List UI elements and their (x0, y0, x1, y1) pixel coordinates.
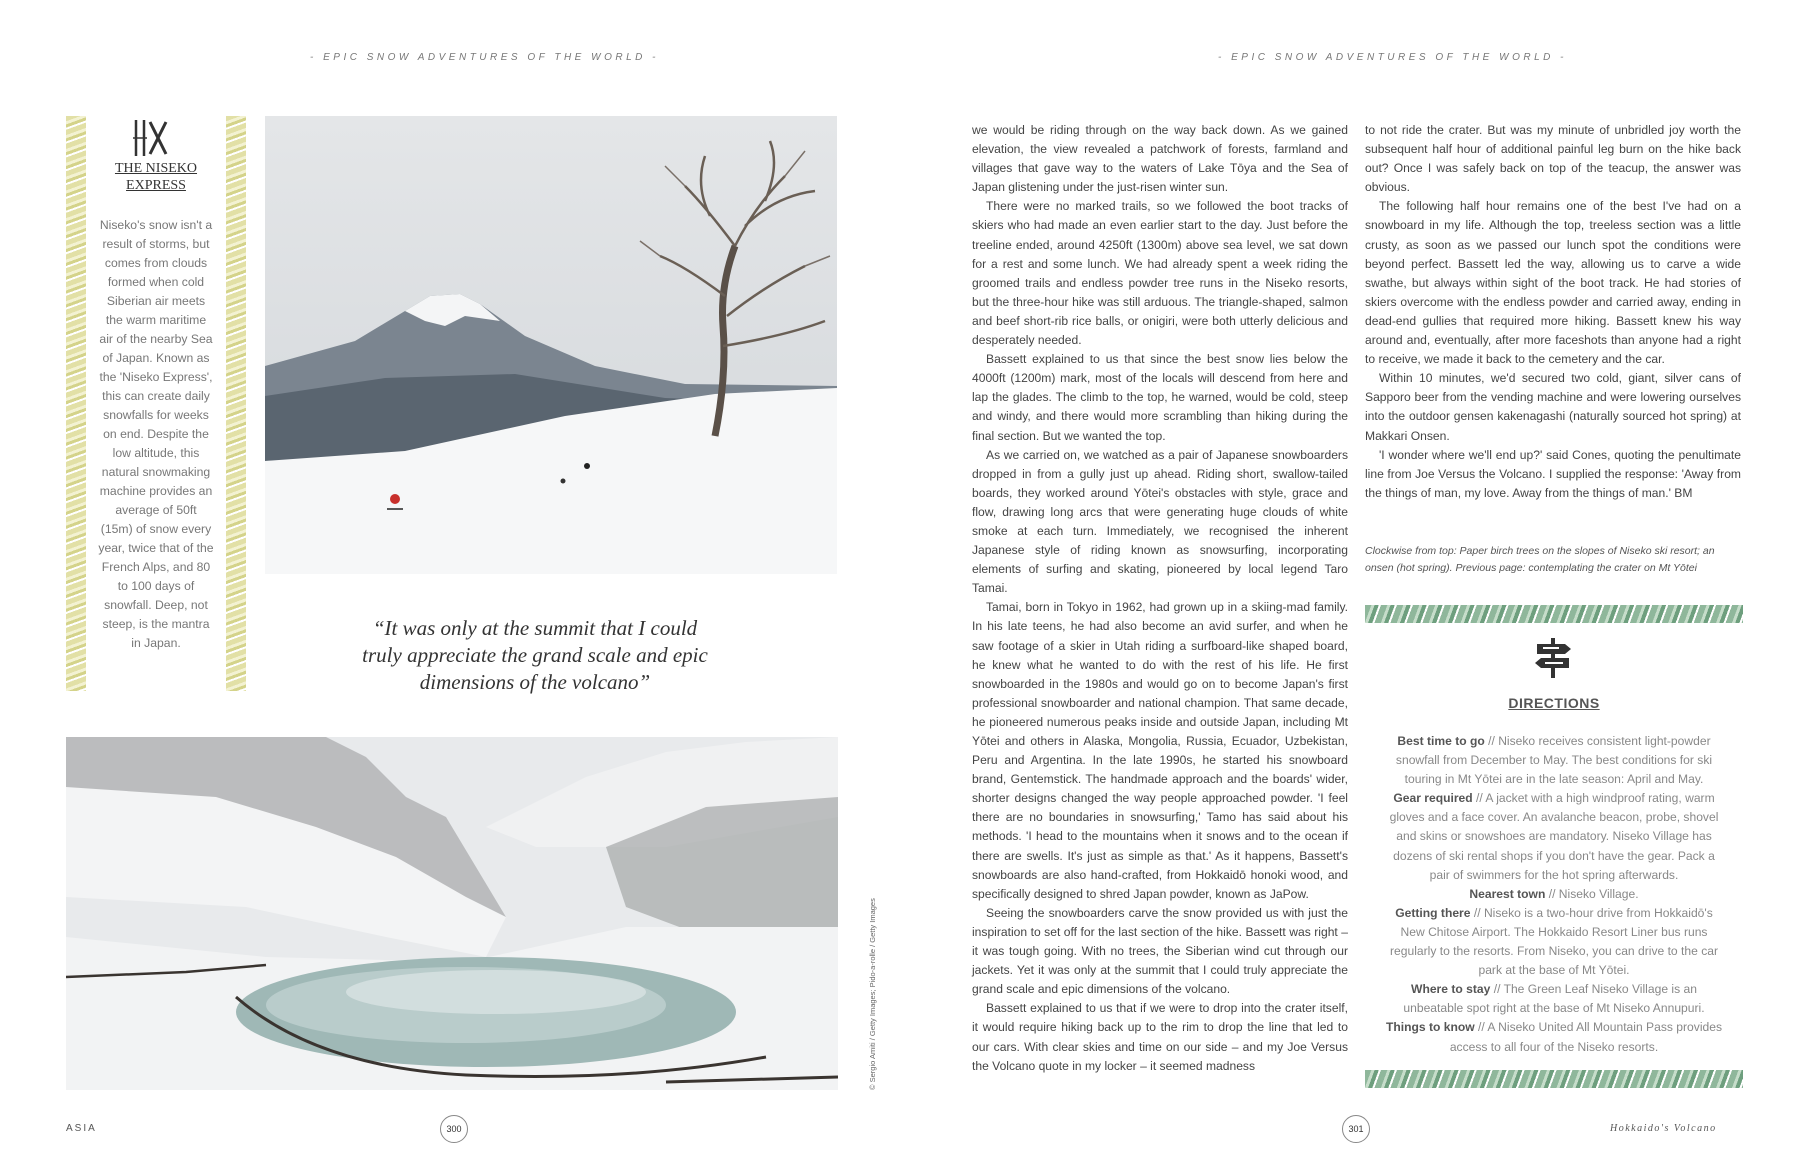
directions-item: Things to know // A Niseko United All Mountain Pass provides access to all four of the Niseko resorts. (1385, 1020, 1723, 1054)
sidebar-body: Niseko's snow isn't a result of storms, but comes from clouds formed when cold Siberian air meets the warm maritime air of the nearby Sea of Japan. Known as the 'Niseko Express', this can create daily snowfalls for weeks on end. Despite the low altitude, this natural snowmaking machine provides an average of 50ft (15m) of snow every year, twice that of the French Alps, and 80 to 100 days of snowfall. Deep, not steep, is the mantra in Japan. (98, 218, 214, 650)
signpost-icon (1533, 636, 1573, 680)
directions-item: Gear required // A jacket with a high windproof rating, warm gloves and a face cover. An avalanche beacon, probe, shovel and skins or snowshoes are mandatory. Niseko Village has dozens of ski rental shops if you don't have the gear. Pack a pair of swimmers for the hot spring afterwards. (1389, 791, 1719, 882)
photo-credit: © Sergio Amiti / Getty Images; Pido-a-rolle / Getty Images (868, 898, 877, 1090)
running-head-left: - EPIC SNOW ADVENTURES OF THE WORLD - (310, 52, 659, 63)
paragraph: 'I wonder where we'll end up?' said Cones, quoting the penultimate line from Joe Versus the Volcano. I supplied the response: 'Away from the things of man, my love. Away from the things of man.' BM (1365, 447, 1741, 500)
sidebar-title: THE NISEKO EXPRESS (114, 161, 198, 193)
section-label-left: ASIA (66, 1123, 97, 1134)
paragraph: The following half hour remains one of the best I've had on a snowboard in my life. Although the top, treeless section was a little crusty, as soon as we passed our lunch spot the conditions were beyond perfect. Bassett led the way, allowing us to carve a wide swathe, but always within sight of the boot track. He had stories of skiers overcome with the endless powder and carried away, ending in dead-end gullies that required more hiking. Bassett knew his way around and, eventually, after more faceshots than anyone had a right to receive, we made it back to the cemetery and the car. (1365, 199, 1741, 367)
paragraph: Bassett explained to us that since the best snow lies below the 4000ft (1200m) mark, most of the locals will descend from here and lap the glades. The climb to the top, he warned, would be cold, steep and windy, and there would more scrambling than hiking during the final section. But we wanted the top. (972, 352, 1348, 443)
directions-title: DIRECTIONS (1508, 695, 1600, 711)
paragraph: There were no marked trails, so we followed the boot tracks of skiers who had made an even earlier start to the day. Just before the treeline ended, around 4250ft (1300m) above sea level, we sat down for a rest and some lunch. We had already spent a week riding the groomed trails and endless powder tree runs in the Niseko resorts, but the three-hour hike was still arduous. The triangle-shaped, salmon and beef short-rib rice balls, or onigiri, were both utterly delicious and desperately needed. (972, 199, 1348, 348)
paragraph: to not ride the crater. But was my minute of unbridled joy worth the subsequent half hour of additional painful leg burn on the hike back out? Once I was safely back on top of the teacup, the answer was obvious. (1365, 123, 1741, 195)
paragraph: Seeing the snowboarders carve the snow provided us with just the inspiration to set off for the last section of the hike. Bassett was right – it was tough going. With no trees, the Siberian wind cut through our jackets. Yet it was only at the summit that I could truly appreciate the grand scale and epic dimensions of the volcano. (972, 905, 1348, 997)
sidebar-border-left (66, 116, 86, 691)
paragraph: As we carried on, we watched as a pair of Japanese snowboarders dropped in from a gully just up ahead. Riding short, swallow-tailed boards, they worked around Yōtei's obstacles with style, grace and flow, drawing long arcs that were generating huge clouds of white smoke at each turn. Immediately, we recognised the inherent Japanese style of riding known as snowsurfing, incorporating elements of surfing and skating, pioneered by local legend Taro Tamai. (972, 447, 1348, 596)
skis-icon (130, 118, 170, 158)
paragraph: Within 10 minutes, we'd secured two cold, giant, silver cans of Sapporo beer from the vending machine and were lowering ourselves into the outdoor gensen kakenagashi (naturally sourced hot spring) at Makkari Onsen. (1365, 371, 1741, 443)
photo-birch-volcano (265, 116, 837, 574)
page-number-right: 301 (1342, 1115, 1370, 1143)
article-column-2 (1365, 121, 1741, 503)
directions-border-bottom (1365, 1070, 1743, 1088)
paragraph: Tamai, born in Tokyo in 1962, had grown up in a skiing-mad family. In his late teens, he had also become an avid surfer, and when he saw footage of a skier in Utah riding a surfboard-like shaped board, he knew what he wanted to do with the rest of his life. He first snowboarded in the 1980s and would go on to become Japan's first professional snowboarder and national champion. That same decade, he pioneered numerous peaks inside and outside Japan, including Mt Yōtei and others in Alaska, Mongolia, Russia, Ecuador, Uzbekistan, Peru and Argentina. In the late 1990s, he started his snowboard brand, Gentemstick. The handmade approach and the boards' wider, shorter designs changed the way people approached powder. 'I feel there are no boundaries in snowsurfing,' Tamo has said about his methods. 'I head to the mountains when it snows and to the ocean if there are swells. It's just as simple as that.' As it happens, Bassett's snowboards are also hand-crafted, from Hokkaidō honoki wood, and specifically designed to shred Japan powder, known as JaPow. (972, 600, 1348, 901)
directions-item: Best time to go // Niseko receives consistent light-powder snowfall from December to May. The best conditions for ski touring in Mt Yōtei are in the late season: April and May. (1395, 734, 1713, 787)
paragraph: we would be riding through on the way back down. As we gained elevation, the view revealed a patchwork of forests, farmland and villages that gave way to the waters of Lake Tōya and the Sea of Japan glistening under the just-risen winter sun. (972, 123, 1348, 195)
directions-item: Nearest town // Niseko Village. (1469, 886, 1639, 901)
directions-list (1382, 732, 1726, 1057)
directions-item: Where to stay // The Green Leaf Niseko Village is an unbeatable spot right at the base of Mt Niseko Annupuri. (1403, 982, 1705, 1016)
paragraph: Bassett explained to us that if we were to drop into the crater itself, it would require hiking back up to the rim to drop the line that led to our cars. With clear skies and time on our side – and my Joe Versus the Volcano quote in my locker – it seemed madness (972, 1001, 1348, 1073)
photo-onsen (66, 737, 838, 1090)
article-column-1 (972, 121, 1348, 1076)
pull-quote: “It was only at the summit that I could truly appreciate the grand scale and epic dimensions of the volcano” (362, 616, 708, 694)
running-head-right: - EPIC SNOW ADVENTURES OF THE WORLD - (1218, 52, 1567, 63)
sidebar-border-right (226, 116, 246, 691)
directions-border-top (1365, 605, 1743, 623)
directions-item: Getting there // Niseko is a two-hour drive from Hokkaidō's New Chitose Airport. The Hokkaido Resort Liner bus runs regularly to the resorts. From Niseko, you can drive to the car park at the base of Mt Yōtei. (1389, 905, 1718, 978)
section-label-right: Hokkaido's Volcano (1610, 1123, 1717, 1134)
photo-caption: Clockwise from top: Paper birch trees on the slopes of Niseko ski resort; an onsen (hot spring). Previous page: contemplating the crater on Mt Yōtei (1365, 545, 1715, 574)
page-number-left: 300 (440, 1115, 468, 1143)
